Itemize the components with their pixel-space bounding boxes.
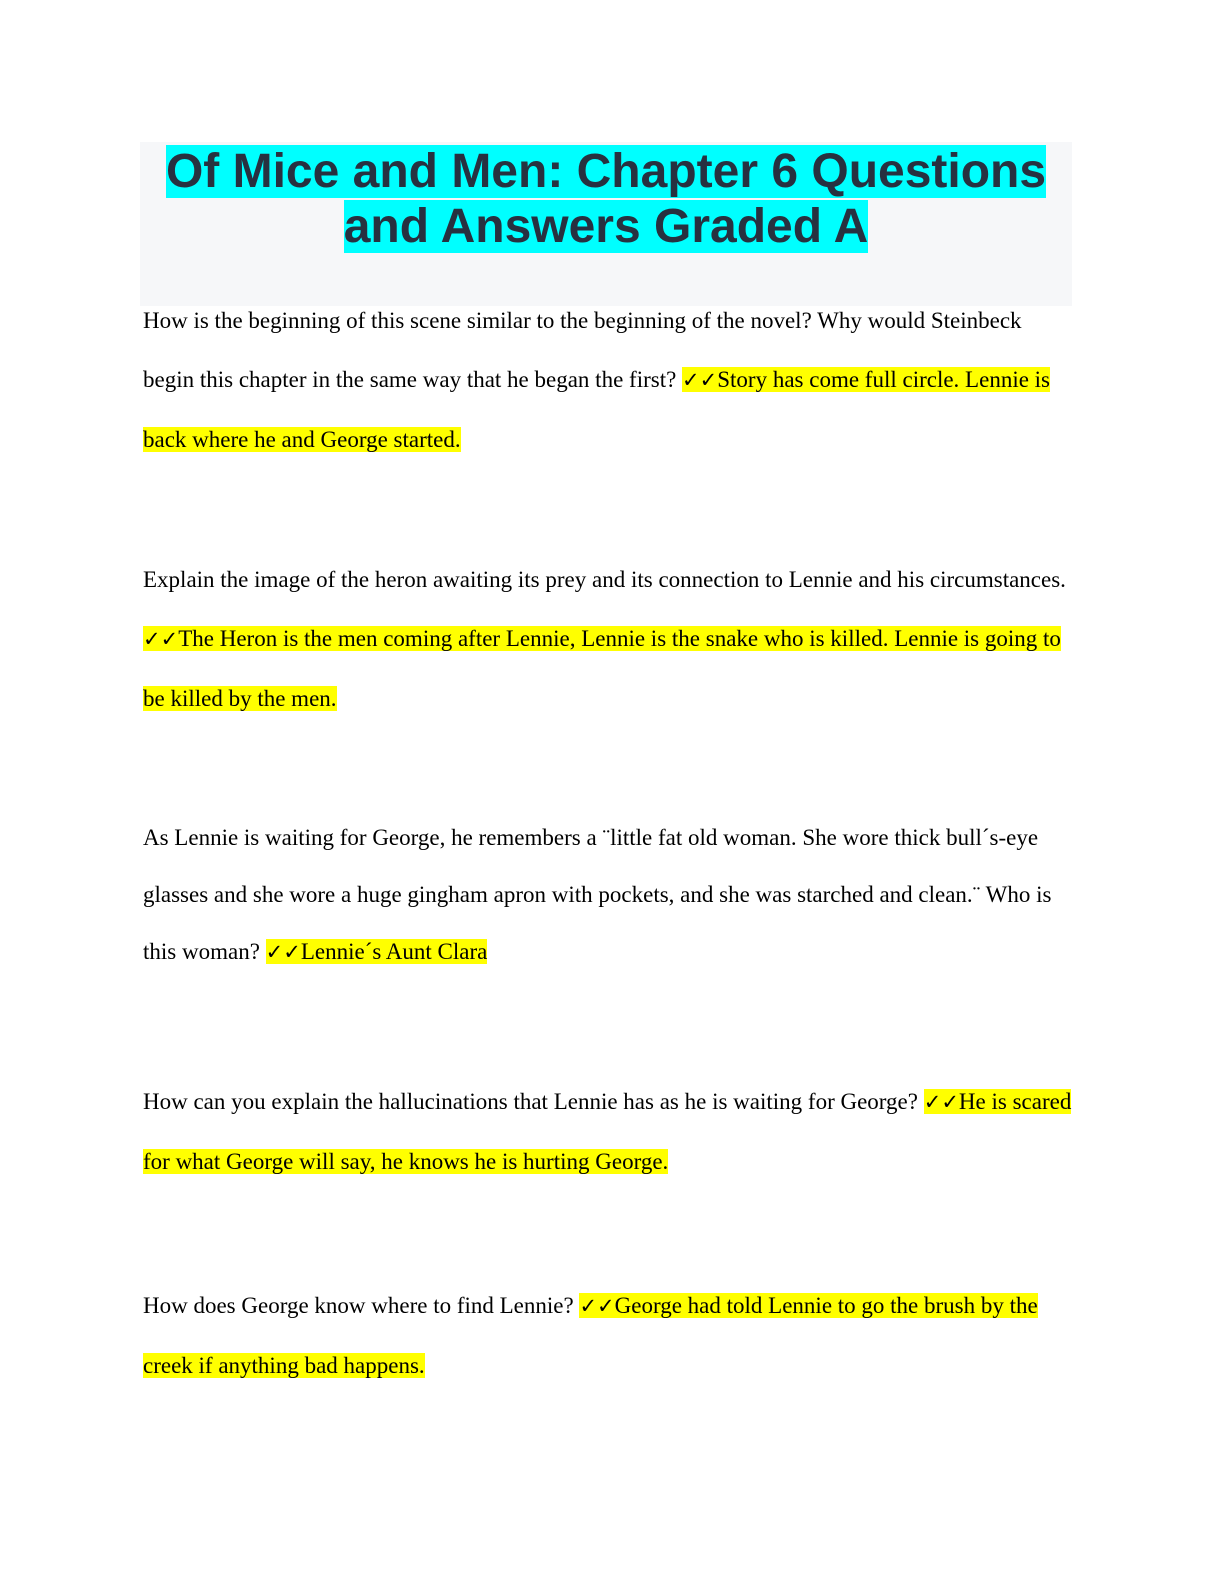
qa-item-5	[143, 1276, 1073, 1395]
answer-text: George had told Lennie to go the brush by the creek if anything bad happens.	[143, 1293, 1038, 1378]
answer-highlight	[266, 939, 488, 964]
question-text: How is the beginning of this scene similar to the beginning of the novel? Why would Steinbeck begin this chapter in the same way that he began the first?	[143, 308, 1022, 392]
answer-text: The Heron is the men coming after Lennie, Lennie is the snake who is killed. Lennie is going to be killed by the men.	[143, 626, 1061, 711]
answer-highlight	[143, 626, 1061, 711]
qa-item-3	[143, 809, 1073, 981]
double-checkmark-icon: ✓✓	[579, 1294, 615, 1318]
answer-text: Lennie´s Aunt Clara	[300, 939, 488, 964]
title-block	[140, 142, 1072, 306]
answer-text: He is scared for what George will say, he knows he is hurting George.	[143, 1089, 1072, 1174]
page-title	[140, 142, 1072, 254]
qa-item-4	[143, 1072, 1073, 1191]
question-text: Explain the image of the heron awaiting its prey and its connection to Lennie and his circumstances.	[143, 567, 1066, 592]
double-checkmark-icon: ✓✓	[923, 1090, 959, 1114]
qa-item-2	[143, 550, 1073, 728]
double-checkmark-icon: ✓✓	[265, 940, 301, 964]
title-line-2: and Answers Graded A	[343, 200, 869, 253]
qa-item-1	[143, 291, 1073, 469]
double-checkmark-icon: ✓✓	[682, 368, 718, 392]
question-text: As Lennie is waiting for George, he remembers a ¨little fat old woman. She wore thick bull´s-eye glasses and she wore a huge gingham apron with pockets, and she was starched and clean.¨ Who is this woman?	[143, 825, 1052, 964]
answer-text: Story has come full circle. Lennie is back where he and George started.	[143, 367, 1051, 452]
question-text: How does George know where to find Lennie?	[143, 1293, 574, 1318]
question-text: How can you explain the hallucinations that Lennie has as he is waiting for George?	[143, 1089, 918, 1114]
title-line-1: Of Mice and Men: Chapter 6 Questions	[165, 145, 1047, 198]
double-checkmark-icon: ✓✓	[143, 627, 179, 651]
